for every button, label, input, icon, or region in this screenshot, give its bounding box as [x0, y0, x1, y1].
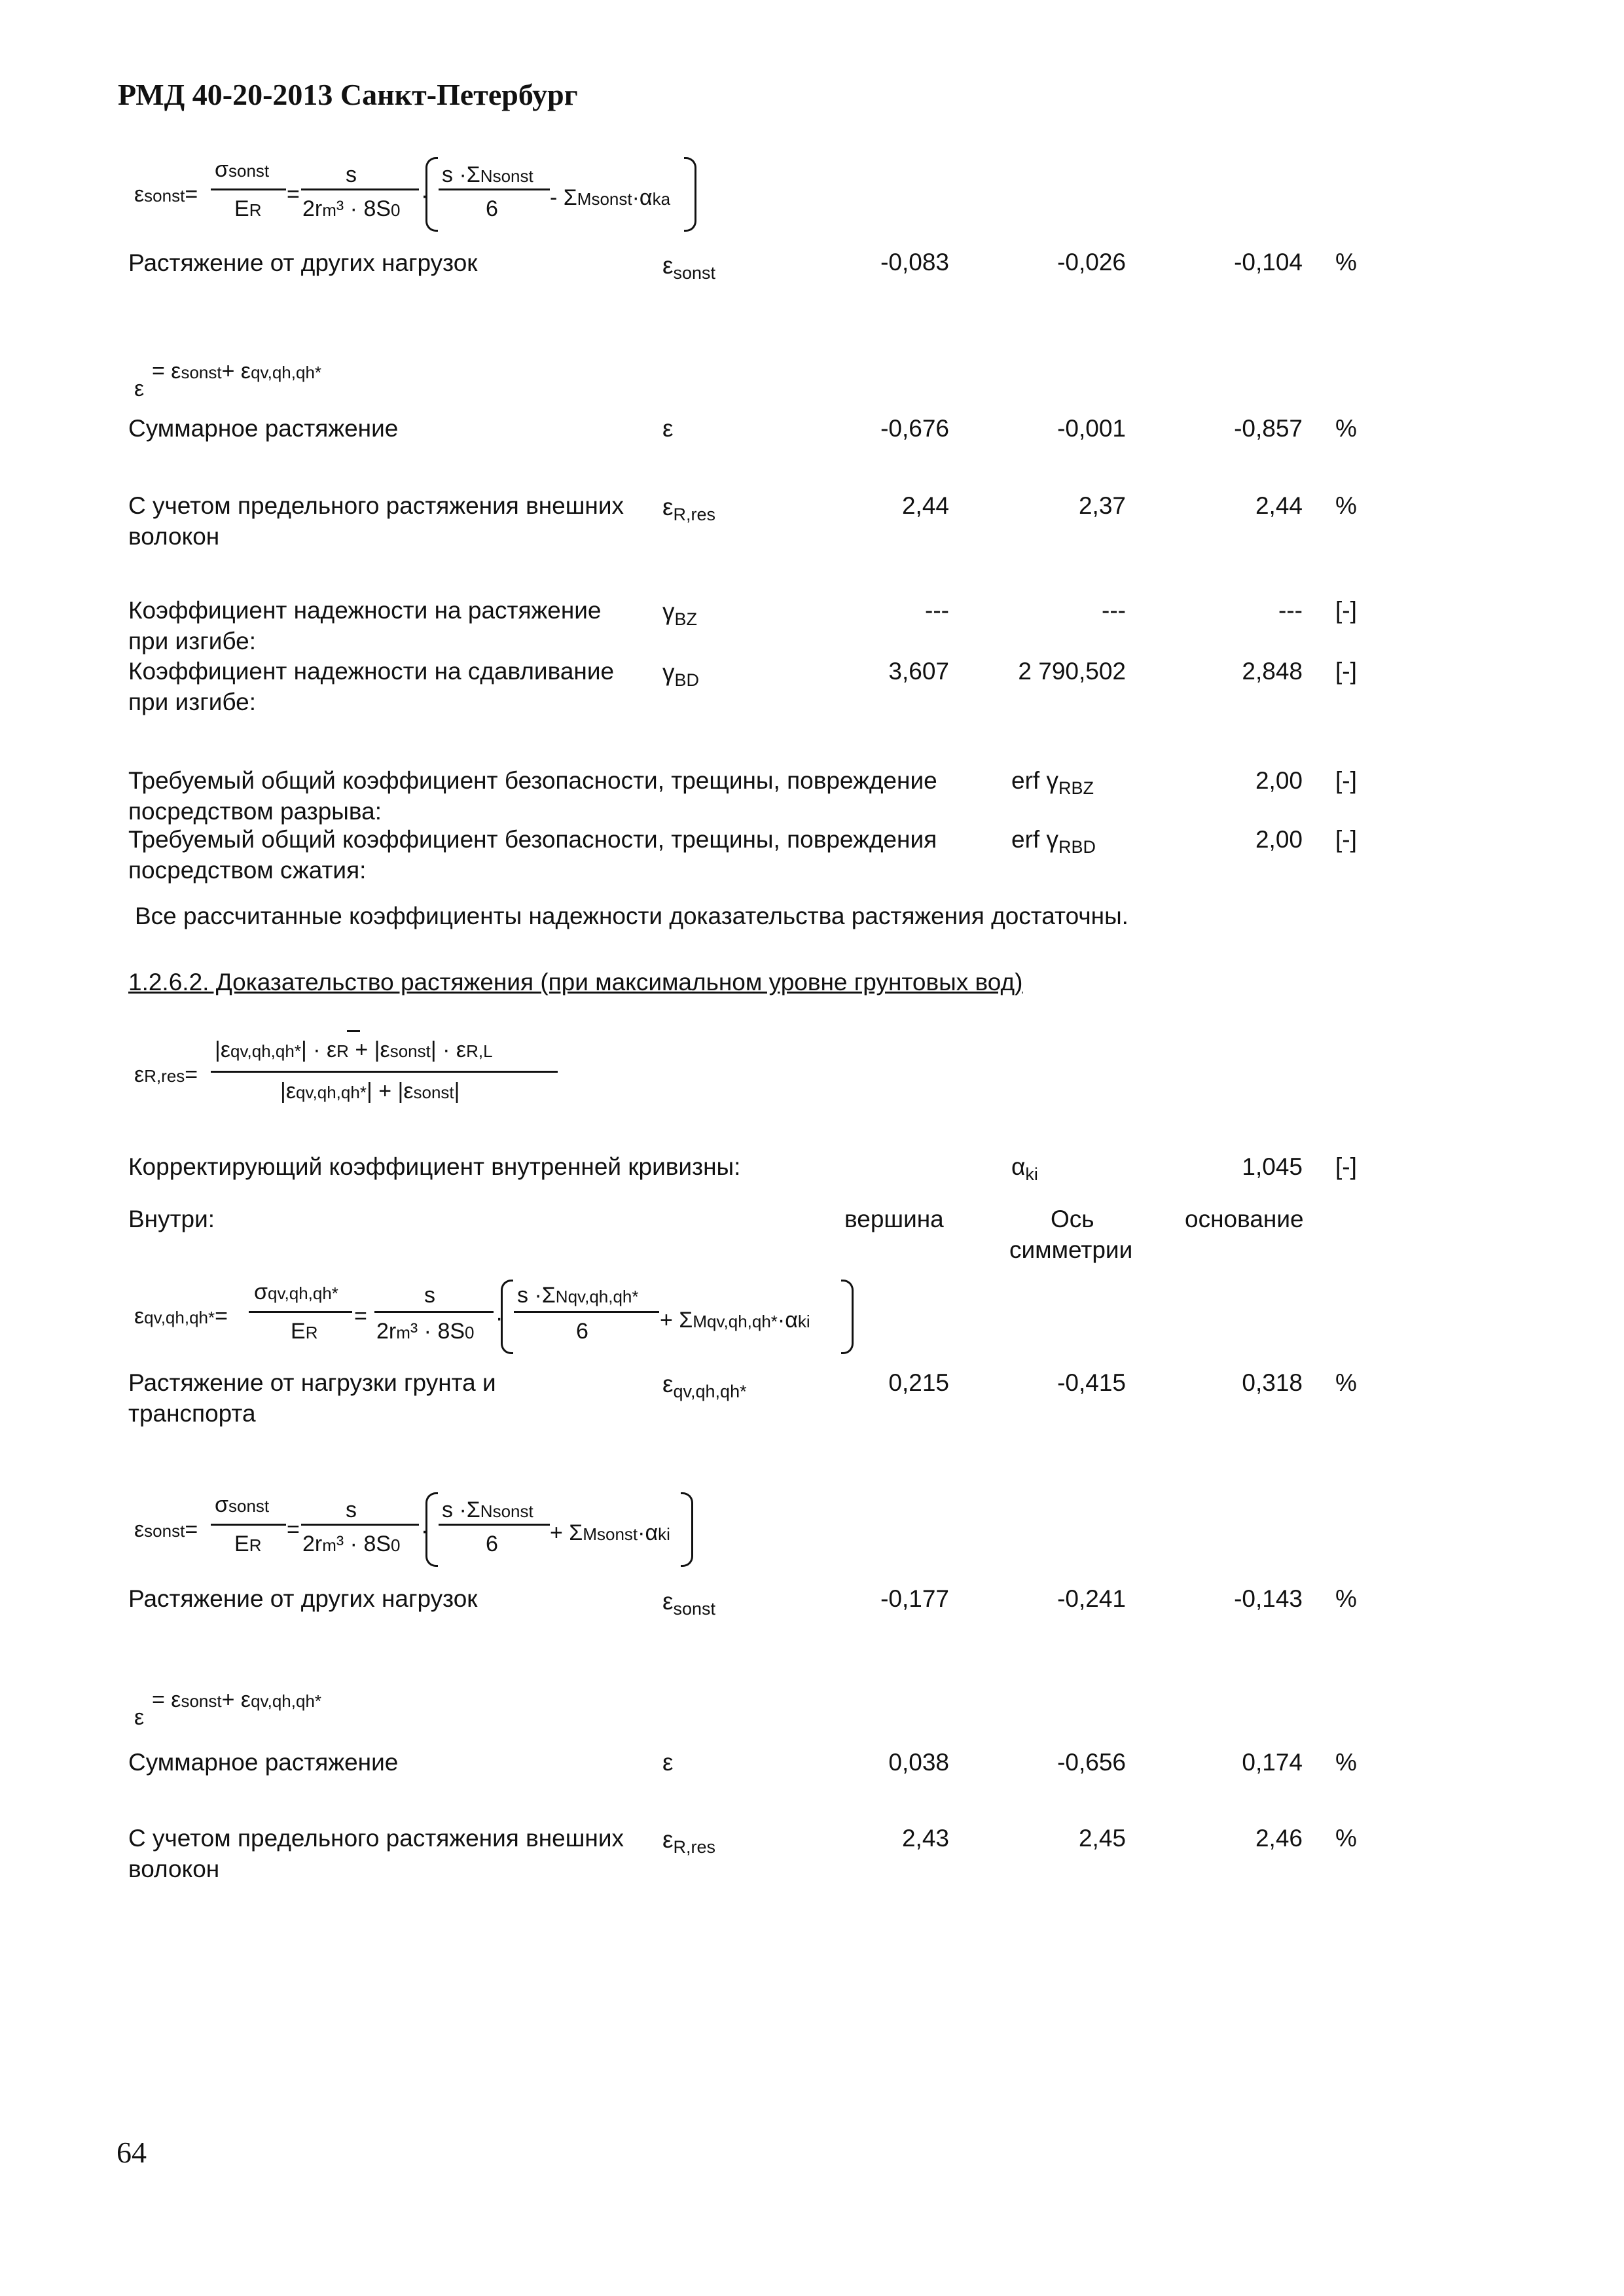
unit: %	[1335, 1369, 1357, 1396]
document-header: РМД 40-20-2013 Санкт-Петербург	[118, 78, 578, 111]
value-axis: 2,37	[1078, 492, 1126, 519]
row-symbol: $\varepsilon_{sonst}$	[662, 1588, 716, 1619]
value-axis: -0,241	[1057, 1585, 1126, 1612]
unit: %	[1335, 415, 1357, 442]
row-label-line2: волокон	[128, 1856, 220, 1882]
value-axis: ---	[1102, 597, 1126, 624]
row-label: Растяжение от других нагрузок	[128, 1585, 478, 1612]
value-base: 2,46	[1255, 1825, 1303, 1852]
section-heading: 1.2.6.2. Доказательство растяжения (при максимальном уровне грунтовых вод)	[128, 969, 1023, 996]
row-symbol: $\gamma_{BZ}$	[662, 598, 698, 629]
row-label-line2: при изгибе:	[128, 689, 256, 715]
unit: [-]	[1335, 1153, 1357, 1180]
row-label: Растяжение от других нагрузок	[128, 249, 478, 276]
page-number: 64	[117, 2136, 147, 2169]
value-crown: 2,44	[901, 492, 949, 519]
row-label-line2: посредством разрыва:	[128, 798, 382, 825]
value-required: 2,00	[1255, 826, 1303, 853]
value-base: 2,44	[1255, 492, 1303, 519]
row-symbol: ε	[662, 415, 674, 442]
row-symbol: $\gamma_{BD}$	[662, 659, 700, 690]
value: 1,045	[1242, 1153, 1303, 1180]
column-header-axis-line1: Ось	[1051, 1206, 1094, 1232]
value-axis: -0,026	[1057, 249, 1126, 276]
column-header-axis-line2: симметрии	[1009, 1236, 1133, 1263]
row-label-line1: Коэффициент надежности на сдавливание	[128, 658, 615, 685]
value-axis: -0,001	[1057, 415, 1126, 442]
value-crown: 0,215	[888, 1369, 949, 1396]
unit: [-]	[1335, 658, 1357, 685]
unit: [-]	[1335, 767, 1357, 794]
row-label-line1: Коэффициент надежности на растяжение	[128, 597, 602, 624]
column-header-crown: вершина	[844, 1206, 944, 1232]
row-label: Суммарное растяжение	[128, 415, 399, 442]
row-symbol: $\varepsilon_{qv,qh,qh*}$	[662, 1371, 747, 1401]
row-symbol: ε	[662, 1749, 674, 1776]
row-symbol: erf $\gamma_{RBZ}$	[1011, 767, 1094, 798]
value-crown: 3,607	[888, 658, 949, 685]
value-base: 2,848	[1242, 658, 1303, 685]
row-label: Суммарное растяжение	[128, 1749, 399, 1776]
row-symbol: $\alpha_{ki}$	[1011, 1153, 1038, 1184]
row-label-line1: Требуемый общий коэффициент безопасности, трещины, повреждение	[128, 767, 937, 794]
inside-label: Внутри:	[128, 1206, 215, 1232]
unit: %	[1335, 1585, 1357, 1612]
row-symbol: $\varepsilon_{sonst}$	[662, 252, 716, 283]
value-axis: -0,415	[1057, 1369, 1126, 1396]
row-symbol: $\varepsilon_{R,res}$	[662, 493, 716, 524]
unit: %	[1335, 492, 1357, 519]
value-crown: ---	[925, 597, 949, 624]
row-label-line1: С учетом предельного растяжения внешних	[128, 492, 624, 519]
unit: [-]	[1335, 826, 1357, 853]
row-label: Корректирующий коэффициент внутренней кривизны:	[128, 1153, 741, 1180]
value-crown: 0,038	[888, 1749, 949, 1776]
unit: [-]	[1335, 597, 1357, 624]
value-base: -0,143	[1234, 1585, 1303, 1612]
row-label-line1: Требуемый общий коэффициент безопасности, трещины, повреждения	[128, 826, 937, 853]
value-base: -0,104	[1234, 249, 1303, 276]
row-label-line2: при изгибе:	[128, 628, 256, 655]
row-symbol: $\varepsilon_{R,res}$	[662, 1826, 716, 1857]
value-required: 2,00	[1255, 767, 1303, 794]
row-label-line1: С учетом предельного растяжения внешних	[128, 1825, 624, 1852]
value-crown: -0,676	[880, 415, 949, 442]
unit: %	[1335, 1749, 1357, 1776]
value-axis: 2,45	[1078, 1825, 1126, 1852]
unit: %	[1335, 249, 1357, 276]
value-base: -0,857	[1234, 415, 1303, 442]
value-axis: 2 790,502	[1018, 658, 1126, 685]
value-base: ---	[1278, 597, 1303, 624]
value-crown: 2,43	[901, 1825, 949, 1852]
value-base: 0,318	[1242, 1369, 1303, 1396]
value-crown: -0,083	[880, 249, 949, 276]
row-label-line2: волокон	[128, 523, 220, 550]
row-symbol: erf $\gamma_{RBD}$	[1011, 826, 1096, 857]
value-axis: -0,656	[1057, 1749, 1126, 1776]
row-label-line2: транспорта	[128, 1400, 256, 1427]
column-header-base: основание	[1185, 1206, 1304, 1232]
unit: %	[1335, 1825, 1357, 1852]
value-crown: -0,177	[880, 1585, 949, 1612]
row-label-line2: посредством сжатия:	[128, 857, 367, 884]
conclusion-text: Все рассчитанные коэффициенты надежности доказательства растяжения достаточны.	[135, 903, 1128, 929]
value-base: 0,174	[1242, 1749, 1303, 1776]
row-label-line1: Растяжение от нагрузки грунта и	[128, 1369, 496, 1396]
